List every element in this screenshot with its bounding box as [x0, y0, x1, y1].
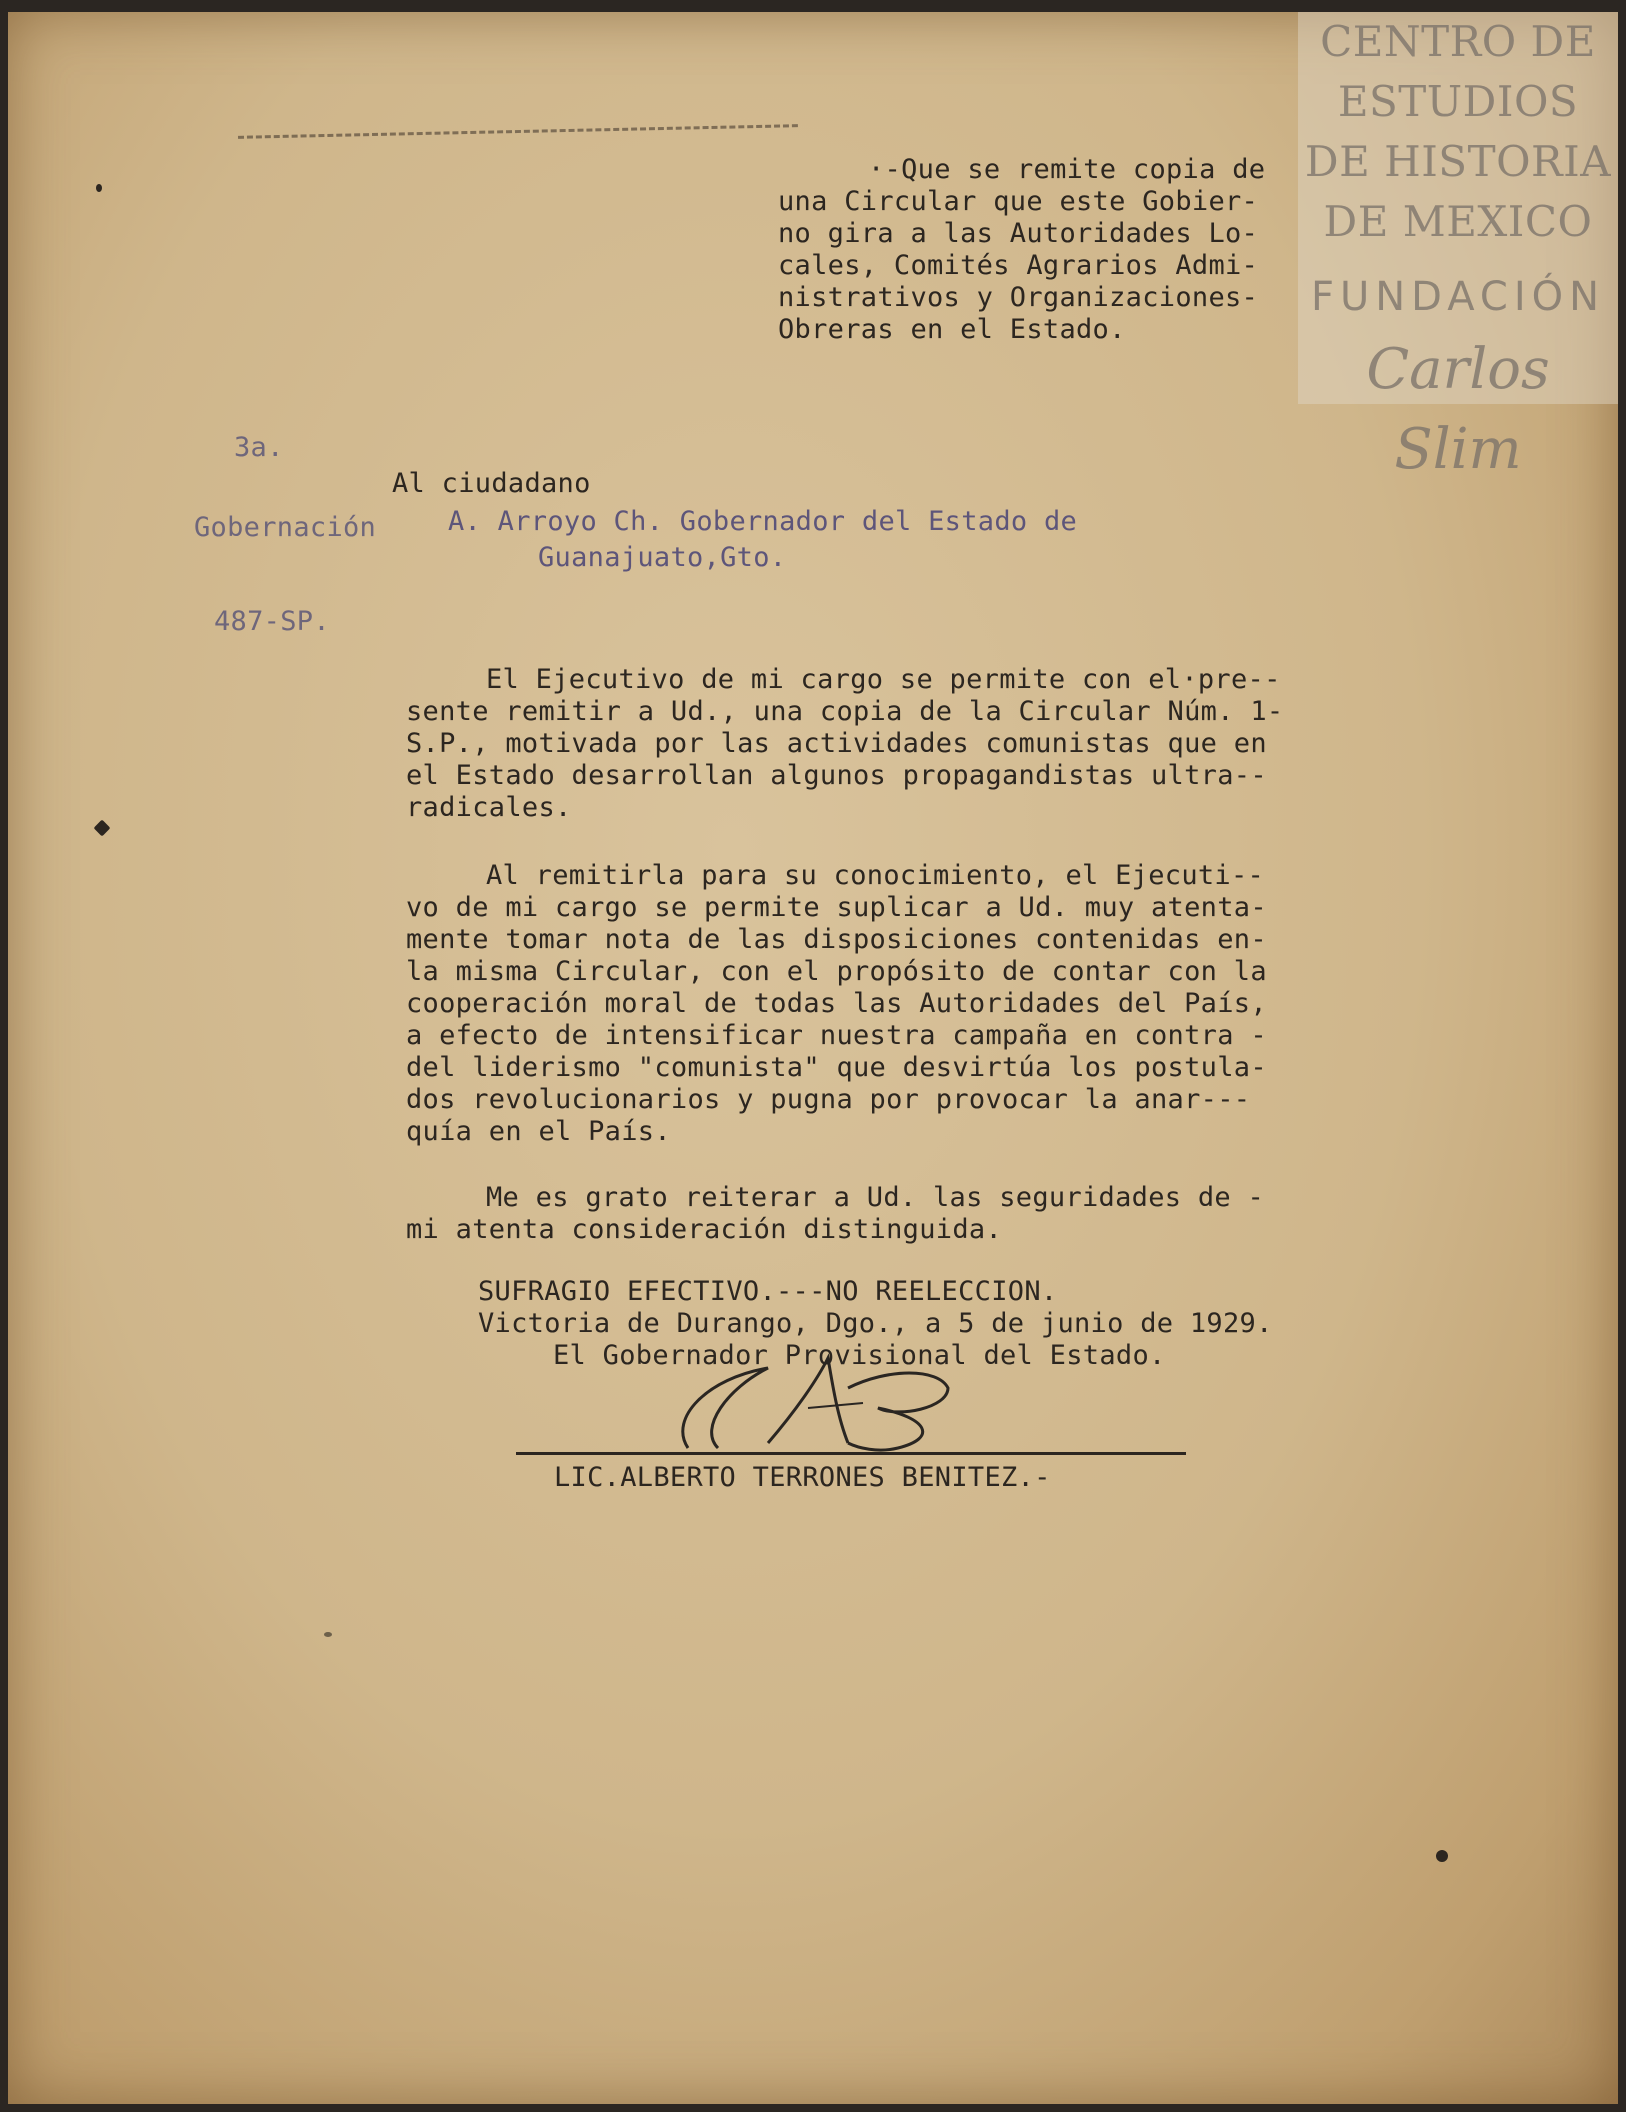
body-line: Al remitirla para su conocimiento, el Ejecuti-- — [486, 860, 1265, 891]
place-date: Victoria de Durango, Dgo., a 5 de junio de 1929. — [478, 1308, 1273, 1339]
salutation: Al ciudadano — [392, 468, 591, 499]
document-page — [8, 12, 1618, 2104]
handwritten-signature — [648, 1348, 1008, 1468]
body-line: del liderismo "comunista" que desvirtúa los postula- — [406, 1052, 1267, 1083]
subject-line: una Circular que este Gobier- — [778, 186, 1259, 217]
paper-speck — [324, 1632, 332, 1637]
body-line: radicales. — [406, 792, 572, 823]
margin-section: 3a. — [234, 432, 284, 463]
watermark-line: CENTRO DE — [1320, 17, 1596, 66]
subject-line: no gira a las Autoridades Lo- — [778, 218, 1259, 249]
watermark-line: DE HISTORIA — [1304, 137, 1612, 186]
body-line: quía en el País. — [406, 1116, 671, 1147]
body-line: vo de mi cargo se permite suplicar a Ud. muy atenta- — [406, 892, 1267, 923]
body-line: la misma Circular, con el propósito de contar con la — [406, 956, 1267, 987]
addressee-name: A. Arroyo Ch. Gobernador del Estado de — [448, 506, 1078, 537]
subject-line: Obreras en el Estado. — [778, 314, 1126, 345]
signer-name: LIC.ALBERTO TERRONES BENITEZ.- — [554, 1462, 1051, 1493]
margin-department: Gobernación — [194, 512, 377, 543]
body-line: El Ejecutivo de mi cargo se permite con el·pre-- — [486, 664, 1281, 695]
archive-watermark — [1298, 12, 1618, 482]
paper-speck — [1436, 1850, 1448, 1862]
subject-line: nistrativos y Organizaciones- — [778, 282, 1259, 313]
subject-line: cales, Comités Agrarios Admi- — [778, 250, 1259, 281]
paper-speck — [96, 184, 102, 192]
watermark-signature: Carlos Slim — [1366, 337, 1550, 482]
body-line: S.P., motivada por las actividades comunistas que en — [406, 728, 1267, 759]
motto: SUFRAGIO EFECTIVO.---NO REELECCION. — [478, 1276, 1058, 1307]
watermark-foundation: FUNDACIÓN — [1310, 274, 1606, 320]
paper-speck — [94, 820, 111, 837]
body-line: a efecto de intensificar nuestra campaña en contra - — [406, 1020, 1267, 1051]
body-line: dos revolucionarios y pugna por provocar la anar--- — [406, 1084, 1251, 1115]
signer-title: El Gobernador Provisional del Estado. — [553, 1340, 1166, 1371]
watermark-line: ESTUDIOS — [1337, 77, 1579, 126]
faded-header-marks — [238, 124, 798, 143]
signature-line — [516, 1452, 1186, 1455]
body-line: mi atenta consideración distinguida. — [406, 1214, 1002, 1245]
body-line: el Estado desarrollan algunos propagandistas ultra-- — [406, 760, 1267, 791]
watermark-line: DE MEXICO — [1323, 197, 1593, 246]
margin-number: 487-SP. — [214, 606, 330, 637]
subject-line: ·-Que se remite copia de — [868, 154, 1266, 185]
body-line: Me es grato reiterar a Ud. las seguridades de - — [486, 1182, 1265, 1213]
body-line: cooperación moral de todas las Autoridades del País, — [406, 988, 1267, 1019]
body-line: sente remitir a Ud., una copia de la Circular Núm. 1- — [406, 696, 1284, 727]
addressee-place: Guanajuato,Gto. — [538, 542, 787, 573]
body-line: mente tomar nota de las disposiciones contenidas en- — [406, 924, 1267, 955]
